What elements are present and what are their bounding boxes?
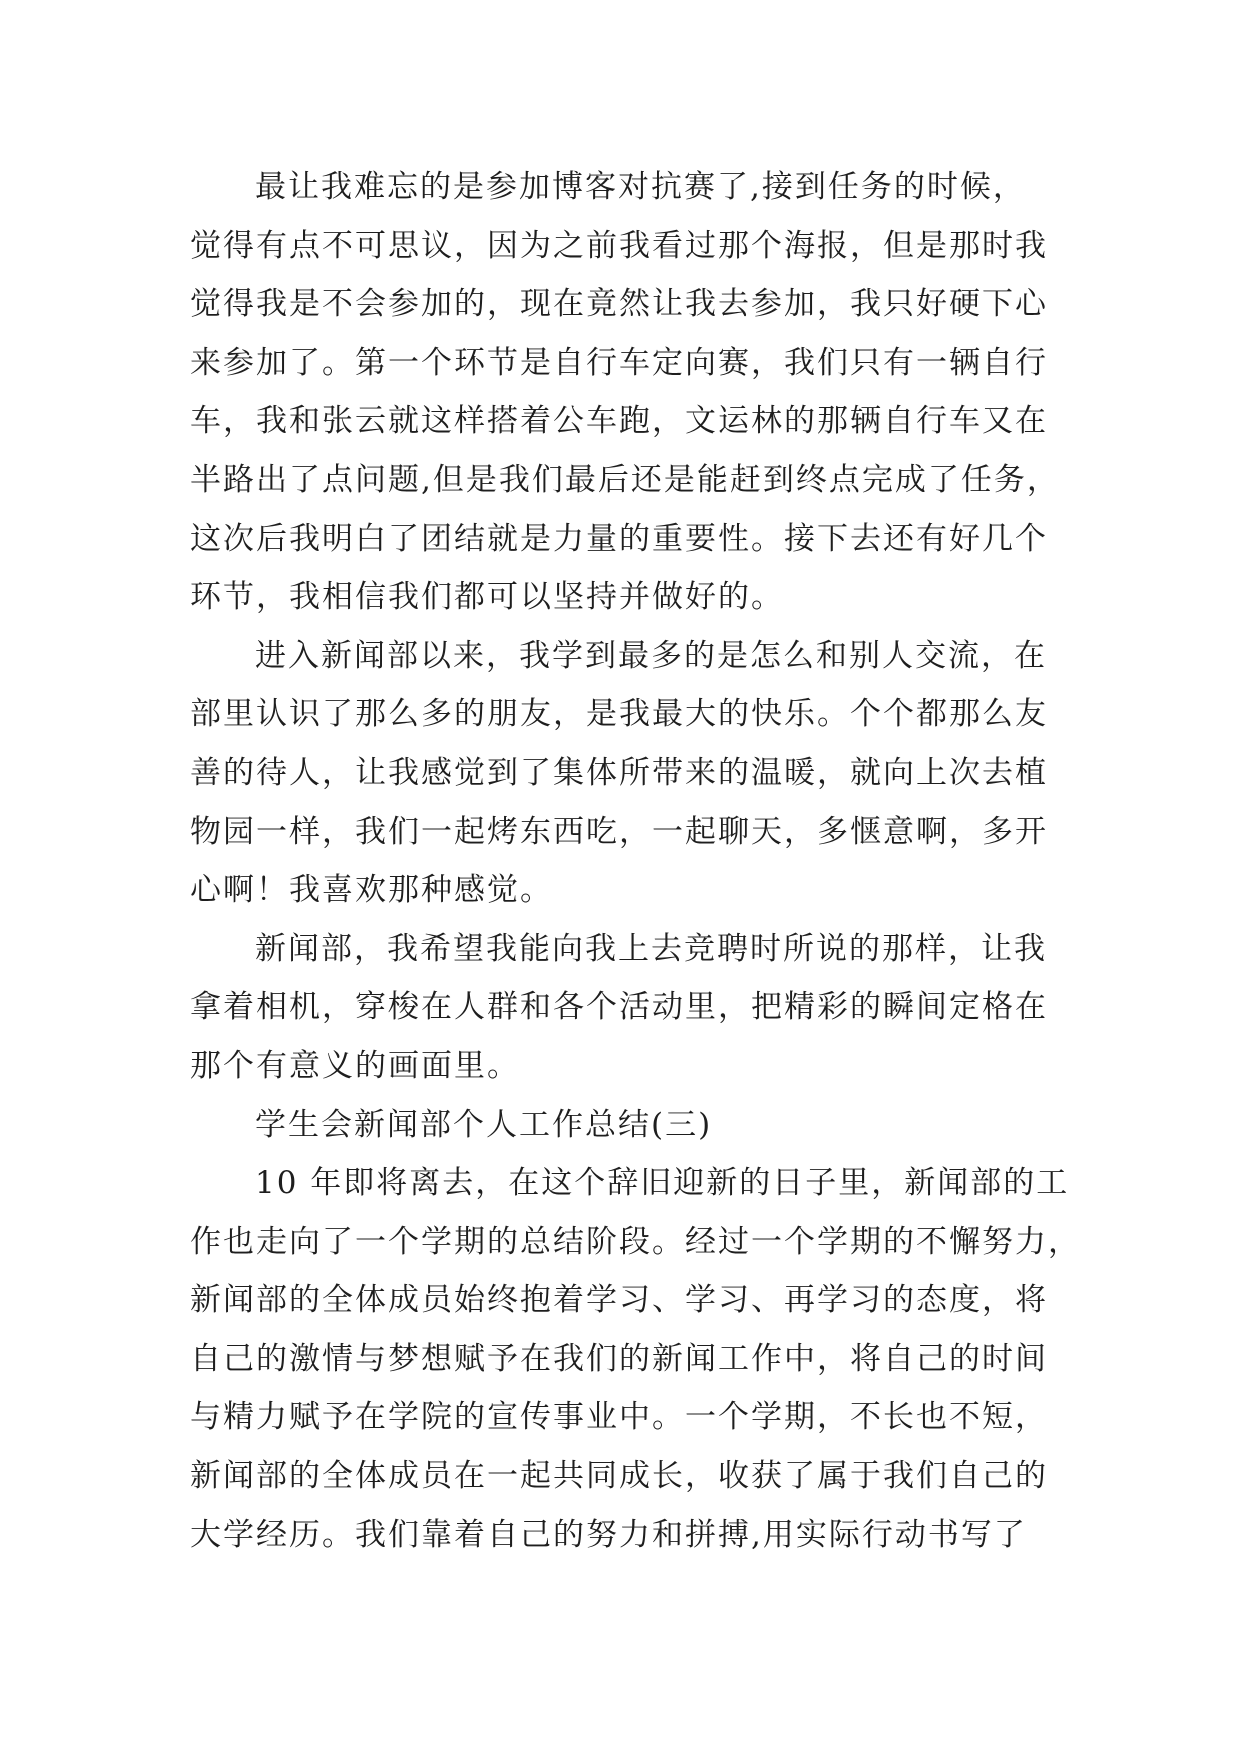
text-line: 部里认识了那么多的朋友，是我最大的快乐。个个都那么友 xyxy=(190,696,1048,733)
text-line: 环节，我相信我们都可以坚持并做好的。 xyxy=(190,579,784,616)
text-line: 与精力赋予在学院的宣传事业中。一个学期，不长也不短， xyxy=(190,1399,1048,1436)
text-line: 新闻部的全体成员在一起共同成长，收获了属于我们自己的 xyxy=(190,1458,1048,1495)
text-line: 这次后我明白了团结就是力量的重要性。接下去还有好几个 xyxy=(190,520,1048,557)
text-line: 那个有意义的画面里。 xyxy=(190,1047,520,1084)
paragraph-joining-news-dept xyxy=(190,627,1060,920)
section-title: 学生会新闻部个人工作总结(三) xyxy=(255,1106,713,1143)
text-line: 善的待人，让我感觉到了集体所带来的温暖，就向上次去植 xyxy=(190,754,1048,791)
text-line: 觉得有点不可思议，因为之前我看过那个海报，但是那时我 xyxy=(190,227,1048,264)
paragraph-semester-summary xyxy=(190,1154,1081,1564)
section-heading xyxy=(190,1096,1060,1155)
text-line: 来参加了。第一个环节是自行车定向赛，我们只有一辆自行 xyxy=(190,344,1048,381)
text-line: 进入新闻部以来，我学到最多的是怎么和别人交流，在 xyxy=(255,637,1047,674)
text-line: 车，我和张云就这样搭着公车跑，文运林的那辆自行车又在 xyxy=(190,403,1048,440)
text-line: 最让我难忘的是参加博客对抗赛了,接到任务的时候， xyxy=(255,169,1026,205)
text-line: 新闻部的全体成员始终抱着学习、学习、再学习的态度，将 xyxy=(190,1282,1048,1319)
paragraph-blog-contest xyxy=(190,158,1060,627)
text-line: 大学经历。我们靠着自己的努力和拼搏,用实际行动书写了 xyxy=(190,1516,1027,1553)
text-line: 新闻部，我希望我能向我上去竞聘时所说的那样，让我 xyxy=(255,930,1047,967)
paragraph-hope xyxy=(190,920,1060,1096)
text-line: 半路出了点问题,但是我们最后还是能赶到终点完成了任务， xyxy=(190,461,1060,498)
text-line: 10 年即将离去，在这个辞旧迎新的日子里，新闻部的工 xyxy=(255,1165,1070,1202)
text-line: 觉得我是不会参加的，现在竟然让我去参加，我只好硬下心 xyxy=(190,286,1048,323)
text-line: 物园一样，我们一起烤东西吃，一起聊天，多惬意啊，多开 xyxy=(190,813,1048,850)
text-line: 心啊！我喜欢那种感觉。 xyxy=(190,872,553,909)
text-line: 作也走向了一个学期的总结阶段。经过一个学期的不懈努力， xyxy=(190,1223,1081,1260)
text-line: 自己的激情与梦想赋予在我们的新闻工作中，将自己的时间 xyxy=(190,1340,1048,1377)
document-body xyxy=(190,158,1081,1564)
text-line: 拿着相机，穿梭在人群和各个活动里，把精彩的瞬间定格在 xyxy=(190,989,1048,1026)
